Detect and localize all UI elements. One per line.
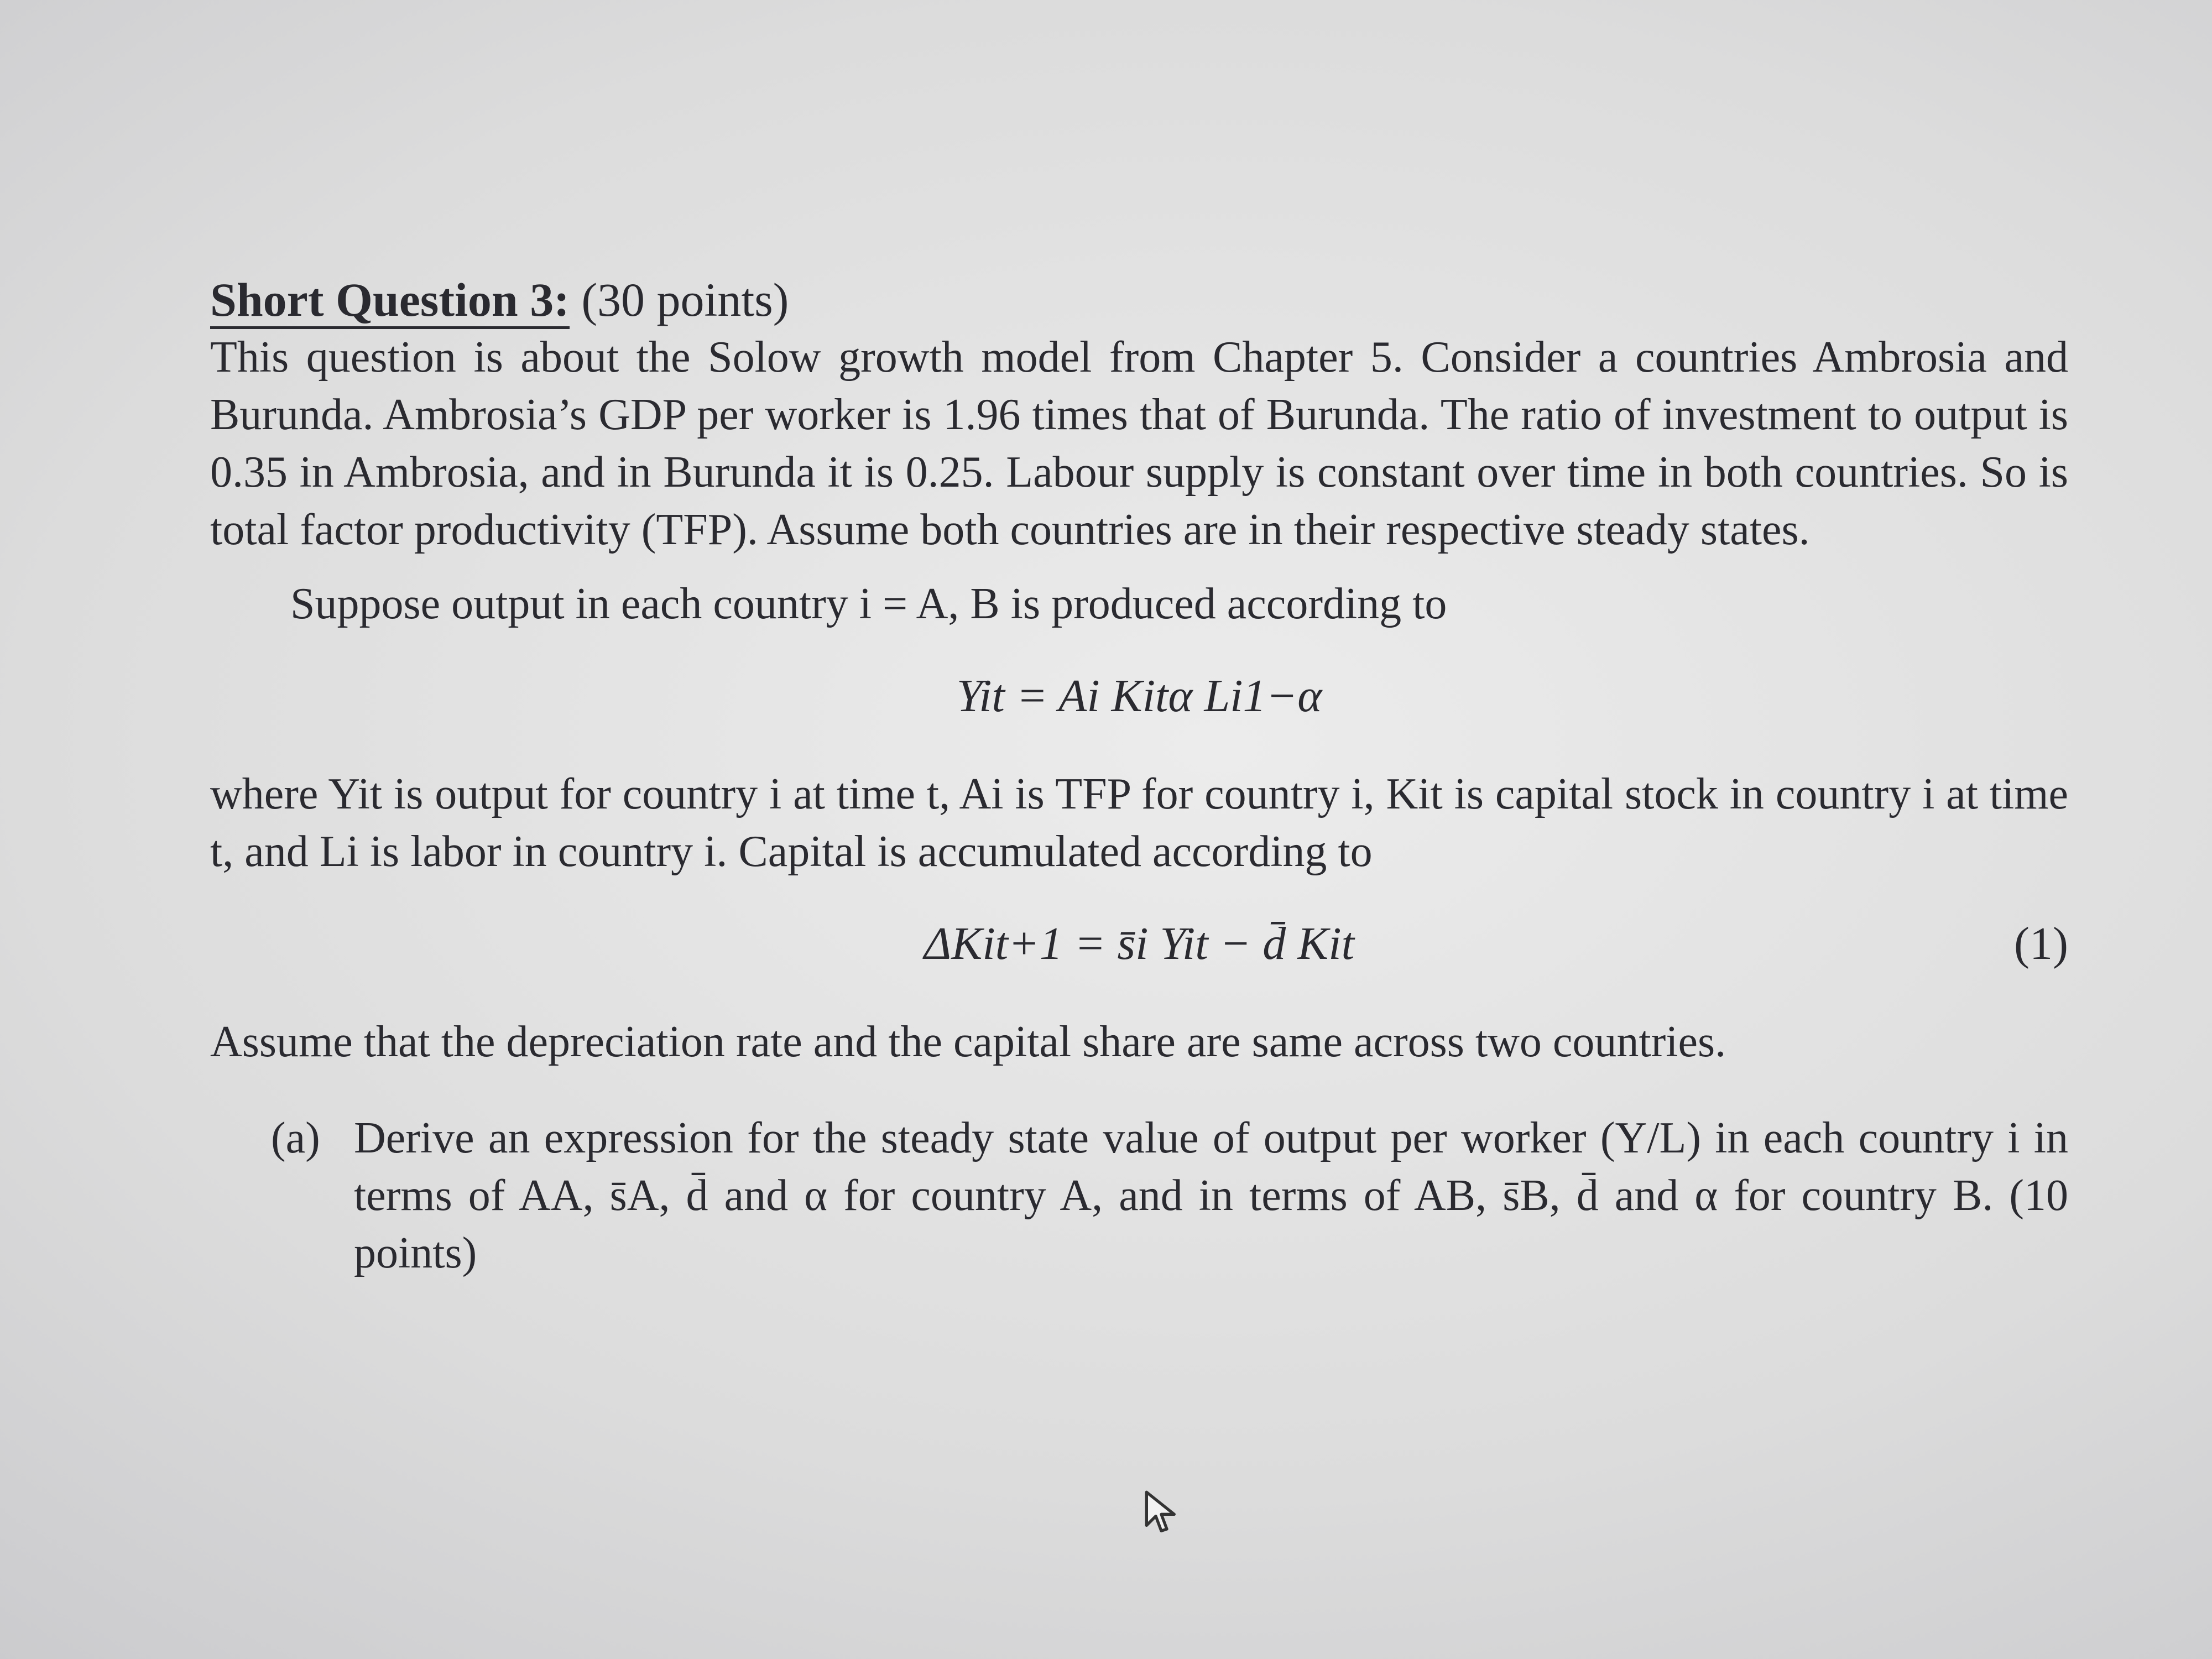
part-a bbox=[210, 1109, 2068, 1282]
intro-paragraph: This question is about the Solow growth model from Chapter 5. Consider a countries Ambrosia and Burunda. Ambrosia’s GDP per worker is 1.96 times that of Burunda. The ratio of investment to output is 0.35 in Ambrosia, and in Burunda it is 0.25. Labour supply is constant over time in both countries. So is total factor productivity (TFP). Assume both countries are in their respective steady states. bbox=[210, 333, 2068, 554]
question-points: (30 points) bbox=[581, 273, 789, 326]
question-page bbox=[210, 271, 2068, 1282]
accumulation-formula: ΔKit+1 = s̄i Yit − d̄ Kit bbox=[924, 918, 1354, 969]
production-equation: Yit = Ai Kitα Li1−α bbox=[956, 670, 1322, 722]
production-intro: Suppose output in each country i = A, B is produced according to bbox=[290, 580, 1447, 628]
equation-number: (1) bbox=[2014, 918, 2068, 969]
mouse-pointer-icon bbox=[1142, 1490, 1181, 1535]
definitions-paragraph: where Yit is output for country i at time t, Ai is TFP for country i, Kit is capital stock in country i at time t, and Li is labor in country i. Capital is accumulated according to bbox=[210, 770, 2068, 876]
question-heading bbox=[210, 271, 2068, 328]
part-a-label: (a) bbox=[271, 1114, 320, 1162]
question-label: Short Question 3: bbox=[210, 273, 570, 329]
capital-accumulation-equation bbox=[210, 914, 2068, 974]
part-a-text: Derive an expression for the steady state value of output per worker (Y/L) in each country i in terms of AA, s̄A, d̄ and α for country A, and in terms of AB, s̄B, d̄ and α for country B. (10 points) bbox=[354, 1114, 2069, 1277]
assumption-paragraph: Assume that the depreciation rate and the capital share are same across two countries. bbox=[210, 1018, 1726, 1066]
